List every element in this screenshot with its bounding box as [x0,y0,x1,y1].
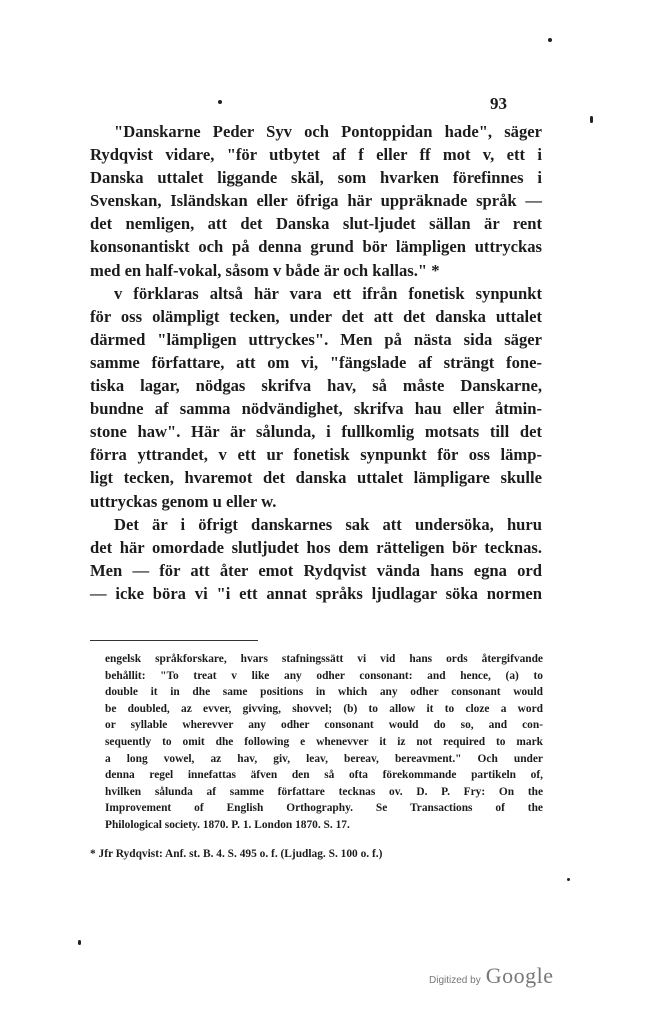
body-line: Men — för att åter emot Rydqvist vända hans egna ord [90,560,542,580]
footnote-line: or syllable wherevver any odher consonant would do so, and con- [105,719,543,732]
footnote-line: Philological society. 1870. P. 1. London 1870. S. 17. [105,818,350,831]
footnote-asterisk: * Jfr Rydqvist: Anf. st. B. 4. S. 495 o. f. (Ljudlag. S. 100 o. f.) [90,848,383,860]
footnote-divider [90,640,258,641]
scan-speck [590,116,593,123]
body-text [90,120,542,605]
footnote-line: double it in dhe same positions in which any odher consonant would [105,686,543,699]
body-line: förra yttrandet, v ett ur fonetisk synpunkt för oss lämp- [90,445,542,465]
body-line: ligt tecken, hvaremot det danska uttalet lämpligare skulle [90,468,542,488]
digitized-by-google-watermark [429,963,554,989]
footnote-line: be doubled, az evver, givving, shovvel; (b) to allow it to cloze a word [105,702,543,715]
footnote-line: Improvement of English Orthography. Se Transactions of the [105,802,543,815]
body-line: stone haw". Här är sålunda, i fullkomlig motsats till det [90,422,542,442]
body-line: v förklaras altså här vara ett ifrån fonetisk synpunkt [114,283,542,303]
footnote-line: behållit: "To treat v like any odher consonant: and hence, (a) to [105,669,543,682]
watermark-prefix: Digitized by [429,975,481,986]
google-logo: Google [485,963,554,988]
footnote-line: sequently to omit dhe following e whenevver it iz not required to mark [105,735,543,748]
body-line: Danska uttalet liggande skäl, som hvarken förefinnes i [90,168,542,188]
body-line: därmed "lämpligen uttryckes". Men på nästa sida säger [90,329,542,349]
footnote-line: denna regel innefattas äfven den så ofta förekommande partikeln of, [105,769,543,782]
body-line: för oss olämpligt tecken, under det att det danska uttalet [90,306,542,326]
body-line: Rydqvist vidare, "för utbytet af f eller ff mot v, ett i [90,145,542,165]
body-line: konsonantiskt och på denna grund bör lämpligen uttryckas [90,237,542,257]
footnote-continued [105,651,543,834]
footnote-line: hvilken sålunda af samme författare tecknas ov. D. P. Fry: On the [105,785,543,798]
body-line: uttryckas genom u eller w. [90,491,277,511]
body-line: Det är i öfrigt danskarnes sak att undersöka, huru [114,514,542,534]
footnote-line: engelsk språkforskare, hvars stafningssätt vi vid hans ords återgifvande [105,653,543,665]
scan-speck [218,100,222,104]
scan-speck [567,878,570,881]
footnote-line: a long vowel, az hav, giv, leav, bereav, bereavment." Och under [105,752,543,765]
body-line: — icke böra vi "i ett annat språks ljudlagar söka normen [90,583,542,603]
body-line: det här omordade slutljudet hos dem rätteligen bör tecknas. [90,537,542,557]
body-line: det nemligen, att det Danska slut-ljudet sällan är rent [90,214,542,234]
scan-speck [548,38,552,42]
body-line: "Danskarne Peder Syv och Pontoppidan hade", säger [114,122,542,141]
body-line: samme författare, att om vi, "fängslade af strängt fone- [90,352,542,372]
body-line: bundne af samma nödvändighet, skrifva hau eller åtmin- [90,399,542,419]
body-line: med en half-vokal, såsom v både är och kallas." * [90,260,440,280]
body-line: Svenskan, Isländskan eller öfriga här uppräknade språk — [90,191,542,211]
body-line: tiska lagar, nödgas skrifva hav, så måste Danskarne, [90,376,542,396]
page-number: 93 [490,94,507,113]
scan-speck [78,940,81,945]
